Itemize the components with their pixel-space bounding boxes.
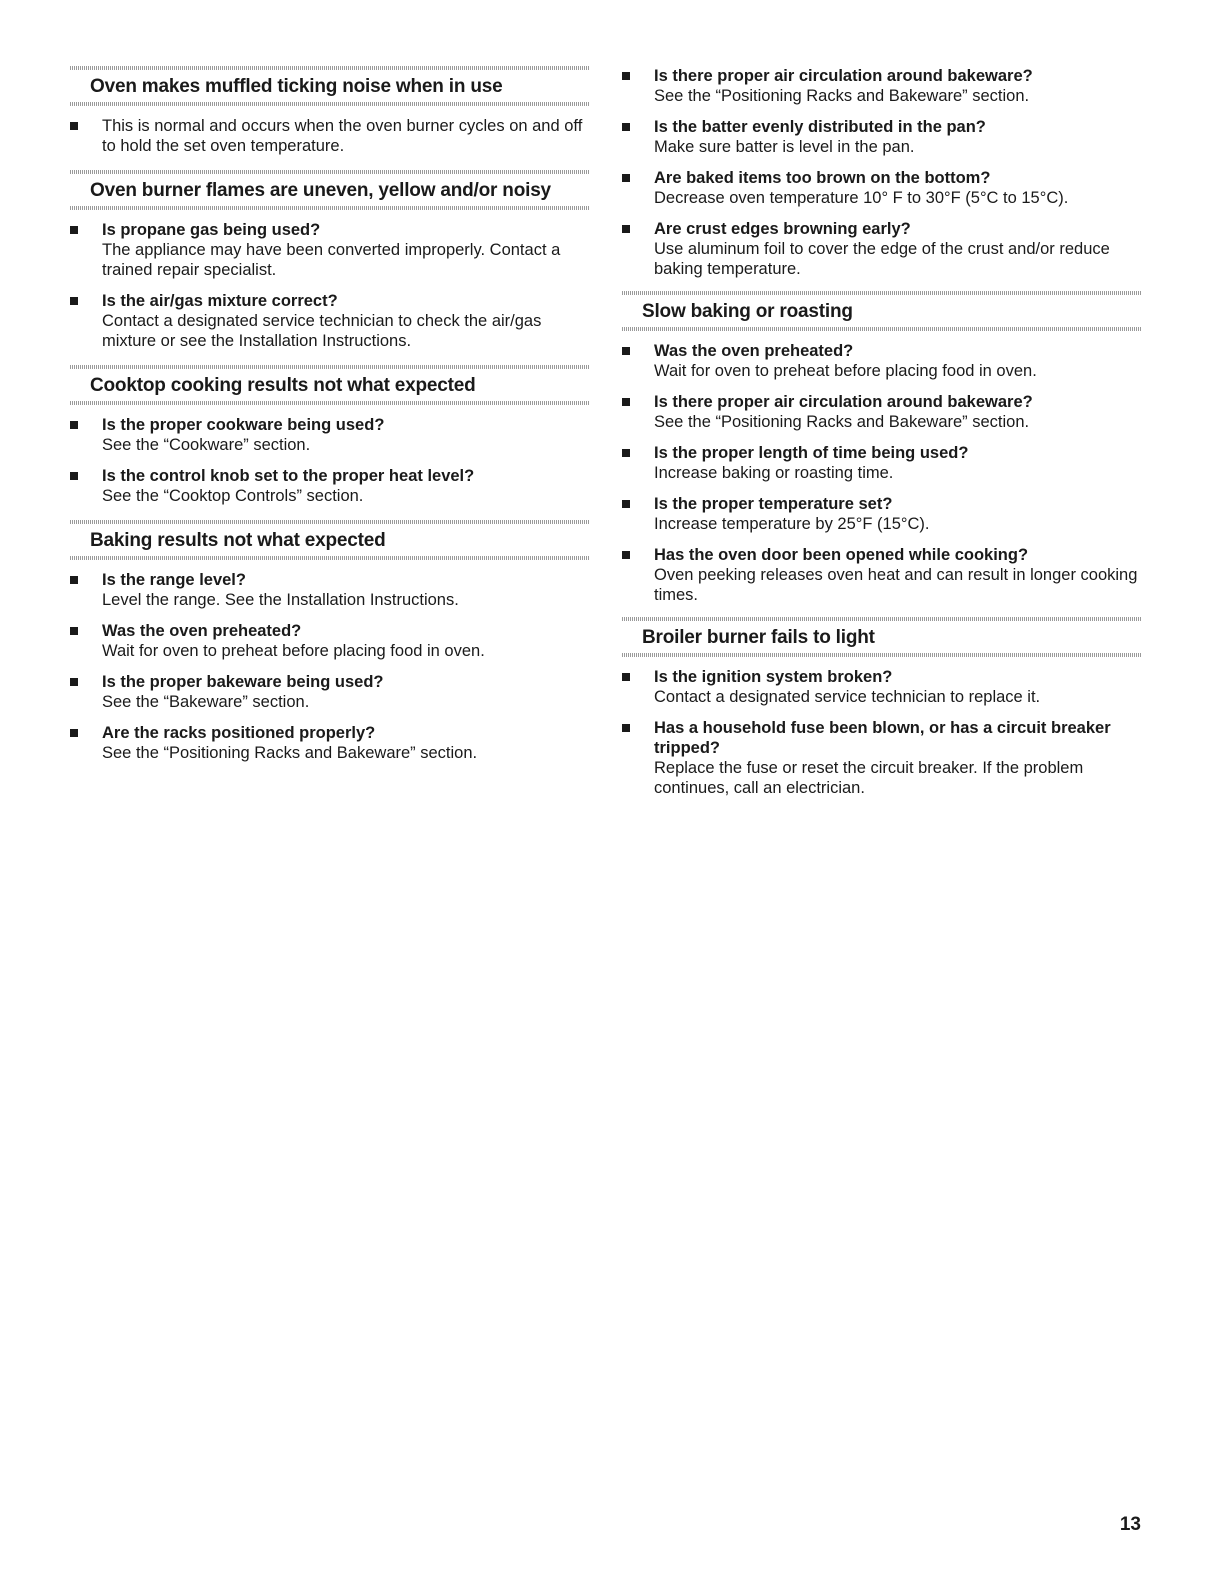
page-number: 13: [1119, 1514, 1141, 1535]
section-cooktop-results: [70, 365, 590, 506]
item-answer: Contact a designated service technician to check the air/gas mixture or see the Installation Instructions.: [102, 312, 542, 350]
square-bullet-icon: [622, 673, 630, 681]
list-item: [70, 291, 590, 351]
list-item: [70, 621, 590, 661]
item-answer: Replace the fuse or reset the circuit breaker. If the problem continues, call an electrician.: [654, 759, 1084, 797]
item-answer: See the “Cookware” section.: [102, 436, 311, 454]
item-question: Is there proper air circulation around bakeware?: [654, 67, 1033, 85]
square-bullet-icon: [70, 226, 78, 234]
list-item: [622, 117, 1142, 157]
section-header: [70, 520, 590, 560]
list-item: [622, 443, 1142, 483]
square-bullet-icon: [70, 729, 78, 737]
square-bullet-icon: [622, 724, 630, 732]
square-bullet-icon: [622, 123, 630, 131]
section-muffled-ticking: [70, 66, 590, 156]
item-answer: See the “Cooktop Controls” section.: [102, 487, 364, 505]
section-header: [622, 617, 1142, 657]
item-question: Is the range level?: [102, 571, 246, 589]
item-question: Is the proper bakeware being used?: [102, 673, 384, 691]
square-bullet-icon: [70, 576, 78, 584]
item-question: Is the proper temperature set?: [654, 495, 893, 513]
list-item: [70, 466, 590, 506]
section-title: Baking results not what expected: [90, 530, 386, 551]
item-question: Is the air/gas mixture correct?: [102, 292, 338, 310]
item-answer: Use aluminum foil to cover the edge of the crust and/or reduce baking temperature.: [654, 240, 1110, 278]
square-bullet-icon: [622, 72, 630, 80]
item-answer: Make sure batter is level in the pan.: [654, 138, 915, 156]
item-question: Are baked items too brown on the bottom?: [654, 169, 991, 187]
square-bullet-icon: [622, 347, 630, 355]
list-item: [622, 66, 1142, 106]
square-bullet-icon: [622, 500, 630, 508]
list-item: [622, 392, 1142, 432]
square-bullet-icon: [70, 421, 78, 429]
item-list: [622, 341, 1142, 605]
square-bullet-icon: [70, 678, 78, 686]
item-answer: Oven peeking releases oven heat and can result in longer cooking times.: [654, 566, 1138, 604]
list-item: [70, 570, 590, 610]
list-item: [622, 667, 1142, 707]
section-header: [70, 66, 590, 106]
item-question: Was the oven preheated?: [102, 622, 302, 640]
section-header: [622, 291, 1142, 331]
square-bullet-icon: [70, 122, 78, 130]
section-title: Broiler burner fails to light: [642, 627, 875, 648]
list-item: [622, 219, 1142, 279]
item-answer: Increase baking or roasting time.: [654, 464, 894, 482]
item-list: [70, 570, 590, 763]
section-broiler-burner: [622, 617, 1142, 798]
section-title: Oven burner flames are uneven, yellow and/or noisy: [90, 180, 551, 201]
item-list: [622, 66, 1142, 279]
square-bullet-icon: [70, 627, 78, 635]
list-item: [622, 168, 1142, 208]
item-question: Is the proper cookware being used?: [102, 416, 385, 434]
section-header: [70, 170, 590, 210]
item-answer: Level the range. See the Installation Instructions.: [102, 591, 459, 609]
section-baking-continued: [622, 66, 1142, 279]
section-burner-flames: [70, 170, 590, 351]
item-answer: See the “Positioning Racks and Bakeware” section.: [102, 744, 478, 762]
item-list: [70, 415, 590, 506]
list-item: [622, 341, 1142, 381]
list-item: [70, 116, 590, 156]
item-question: Has a household fuse been blown, or has a circuit breaker tripped?: [654, 719, 1111, 757]
item-answer: Increase temperature by 25°F (15°C).: [654, 515, 930, 533]
list-item: [622, 718, 1142, 798]
square-bullet-icon: [622, 551, 630, 559]
square-bullet-icon: [622, 225, 630, 233]
square-bullet-icon: [70, 472, 78, 480]
square-bullet-icon: [622, 449, 630, 457]
list-item: [622, 494, 1142, 534]
section-header: [70, 365, 590, 405]
item-question: Was the oven preheated?: [654, 342, 854, 360]
item-list: [70, 220, 590, 351]
list-item: [622, 545, 1142, 605]
list-item: [70, 415, 590, 455]
item-list: [70, 116, 590, 156]
item-question: Is there proper air circulation around bakeware?: [654, 393, 1033, 411]
section-title: Cooktop cooking results not what expected: [90, 375, 476, 396]
item-question: Are the racks positioned properly?: [102, 724, 376, 742]
square-bullet-icon: [70, 297, 78, 305]
item-question: Is propane gas being used?: [102, 221, 321, 239]
item-question: Are crust edges browning early?: [654, 220, 911, 238]
section-slow-baking: [622, 291, 1142, 605]
item-question: Is the ignition system broken?: [654, 668, 893, 686]
item-answer: See the “Positioning Racks and Bakeware” section.: [654, 87, 1030, 105]
item-answer: This is normal and occurs when the oven burner cycles on and off to hold the set oven temperature.: [102, 117, 583, 155]
item-question: Is the batter evenly distributed in the pan?: [654, 118, 986, 136]
section-title: Oven makes muffled ticking noise when in use: [90, 76, 503, 97]
list-item: [70, 672, 590, 712]
left-column: [70, 66, 590, 777]
item-question: Is the proper length of time being used?: [654, 444, 969, 462]
list-item: [70, 220, 590, 280]
item-answer: See the “Positioning Racks and Bakeware” section.: [654, 413, 1030, 431]
item-answer: Contact a designated service technician to replace it.: [654, 688, 1041, 706]
section-title: Slow baking or roasting: [642, 301, 853, 322]
right-column: [622, 66, 1142, 810]
item-list: [622, 667, 1142, 798]
item-question: Is the control knob set to the proper heat level?: [102, 467, 475, 485]
item-answer: Wait for oven to preheat before placing food in oven.: [102, 642, 485, 660]
list-item: [70, 723, 590, 763]
item-answer: Decrease oven temperature 10° F to 30°F (5°C to 15°C).: [654, 189, 1069, 207]
item-answer: Wait for oven to preheat before placing food in oven.: [654, 362, 1037, 380]
square-bullet-icon: [622, 398, 630, 406]
square-bullet-icon: [622, 174, 630, 182]
item-question: Has the oven door been opened while cooking?: [654, 546, 1029, 564]
item-answer: The appliance may have been converted improperly. Contact a trained repair specialist.: [102, 241, 561, 279]
item-answer: See the “Bakeware” section.: [102, 693, 310, 711]
section-baking-results: [70, 520, 590, 763]
